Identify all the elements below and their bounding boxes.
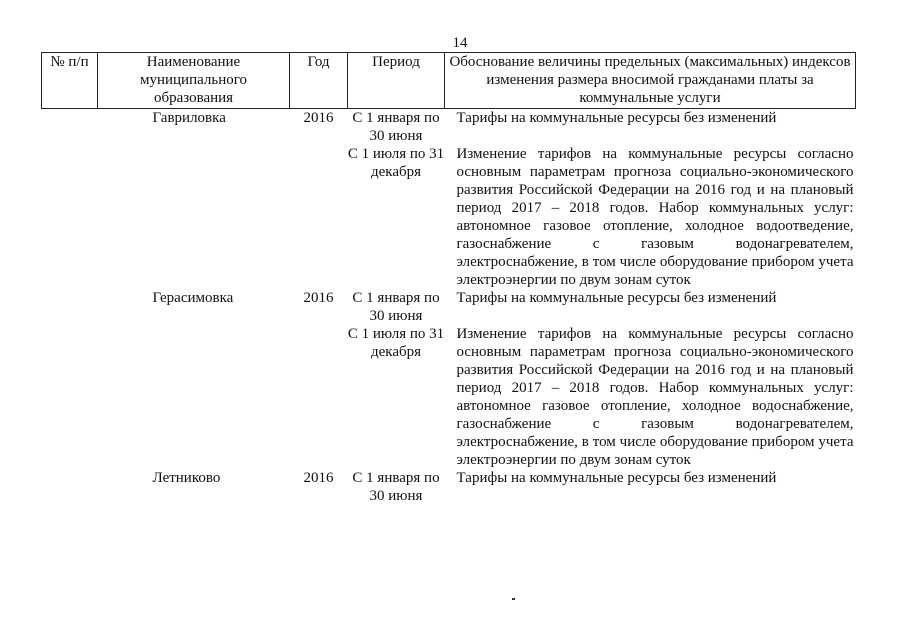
basis-cell	[445, 469, 856, 505]
basis-text: Тарифы на коммунальные ресурсы без изменений	[456, 290, 777, 306]
basis-text: Изменение тарифов на коммунальные ресурсы согласно основным параметрам прогноза социально-экономического развития Российской Федерации на 2016 год и на плановый период 2017 – 2018 годов. Набор коммунальных услуг: автономное газовое отопление, холодное водоснабжение, газоснабжение с газовым водонагревателем, электроснабжение, в том числе оборудование прибором учета электроэнергии по двум зонам суток	[456, 326, 854, 468]
municipality-name: Герасимовка	[152, 290, 234, 306]
table-row	[42, 109, 856, 290]
period-text: С 1 января по 30 июня	[352, 470, 440, 504]
header-num: № п/п	[42, 53, 98, 109]
header-year: Год	[290, 53, 348, 109]
period-text: С 1 января по 30 июня	[352, 110, 440, 144]
table-row	[42, 469, 856, 505]
year-cell: 2016	[303, 290, 334, 306]
period-text: С 1 июля по 31 декабря	[347, 146, 445, 180]
header-period: Период	[348, 53, 445, 109]
page-number: 14	[452, 35, 468, 51]
period-text: С 1 июля по 31 декабря	[347, 326, 445, 360]
period-text: С 1 января по 30 июня	[352, 290, 440, 324]
year-cell: 2016	[303, 470, 334, 486]
period-cell	[348, 289, 445, 469]
basis-text: Тарифы на коммунальные ресурсы без изменений	[456, 110, 777, 126]
tariff-index-table	[41, 52, 856, 505]
basis-cell	[445, 109, 856, 290]
header-municipality: Наименование муниципального образования	[98, 53, 290, 109]
period-cell	[348, 109, 445, 290]
header-basis: Обоснование величины предельных (максимальных) индексов изменения размера вносимой гражданами платы за коммунальные услуги	[445, 53, 856, 109]
row-num	[42, 289, 98, 469]
year-cell: 2016	[303, 110, 334, 126]
table-row	[42, 289, 856, 469]
basis-text: Тарифы на коммунальные ресурсы без изменений	[456, 470, 777, 486]
scan-mark	[512, 598, 515, 600]
municipality-name: Гавриловка	[152, 110, 226, 126]
row-num	[42, 109, 98, 290]
basis-cell	[445, 289, 856, 469]
basis-text: Изменение тарифов на коммунальные ресурсы согласно основным параметрам прогноза социально-экономического развития Российской Федерации на 2016 год и на плановый период 2017 – 2018 годов. Набор коммунальных услуг: автономное газовое отопление, холодное водоотведение, газоснабжение с газовым водонагревателем, электроснабжение, в том числе оборудование прибором учета электроэнергии по двум зонам суток	[456, 146, 854, 288]
table-header	[42, 53, 856, 109]
row-num	[42, 469, 98, 505]
period-cell	[348, 469, 445, 505]
municipality-name: Летниково	[152, 470, 221, 486]
